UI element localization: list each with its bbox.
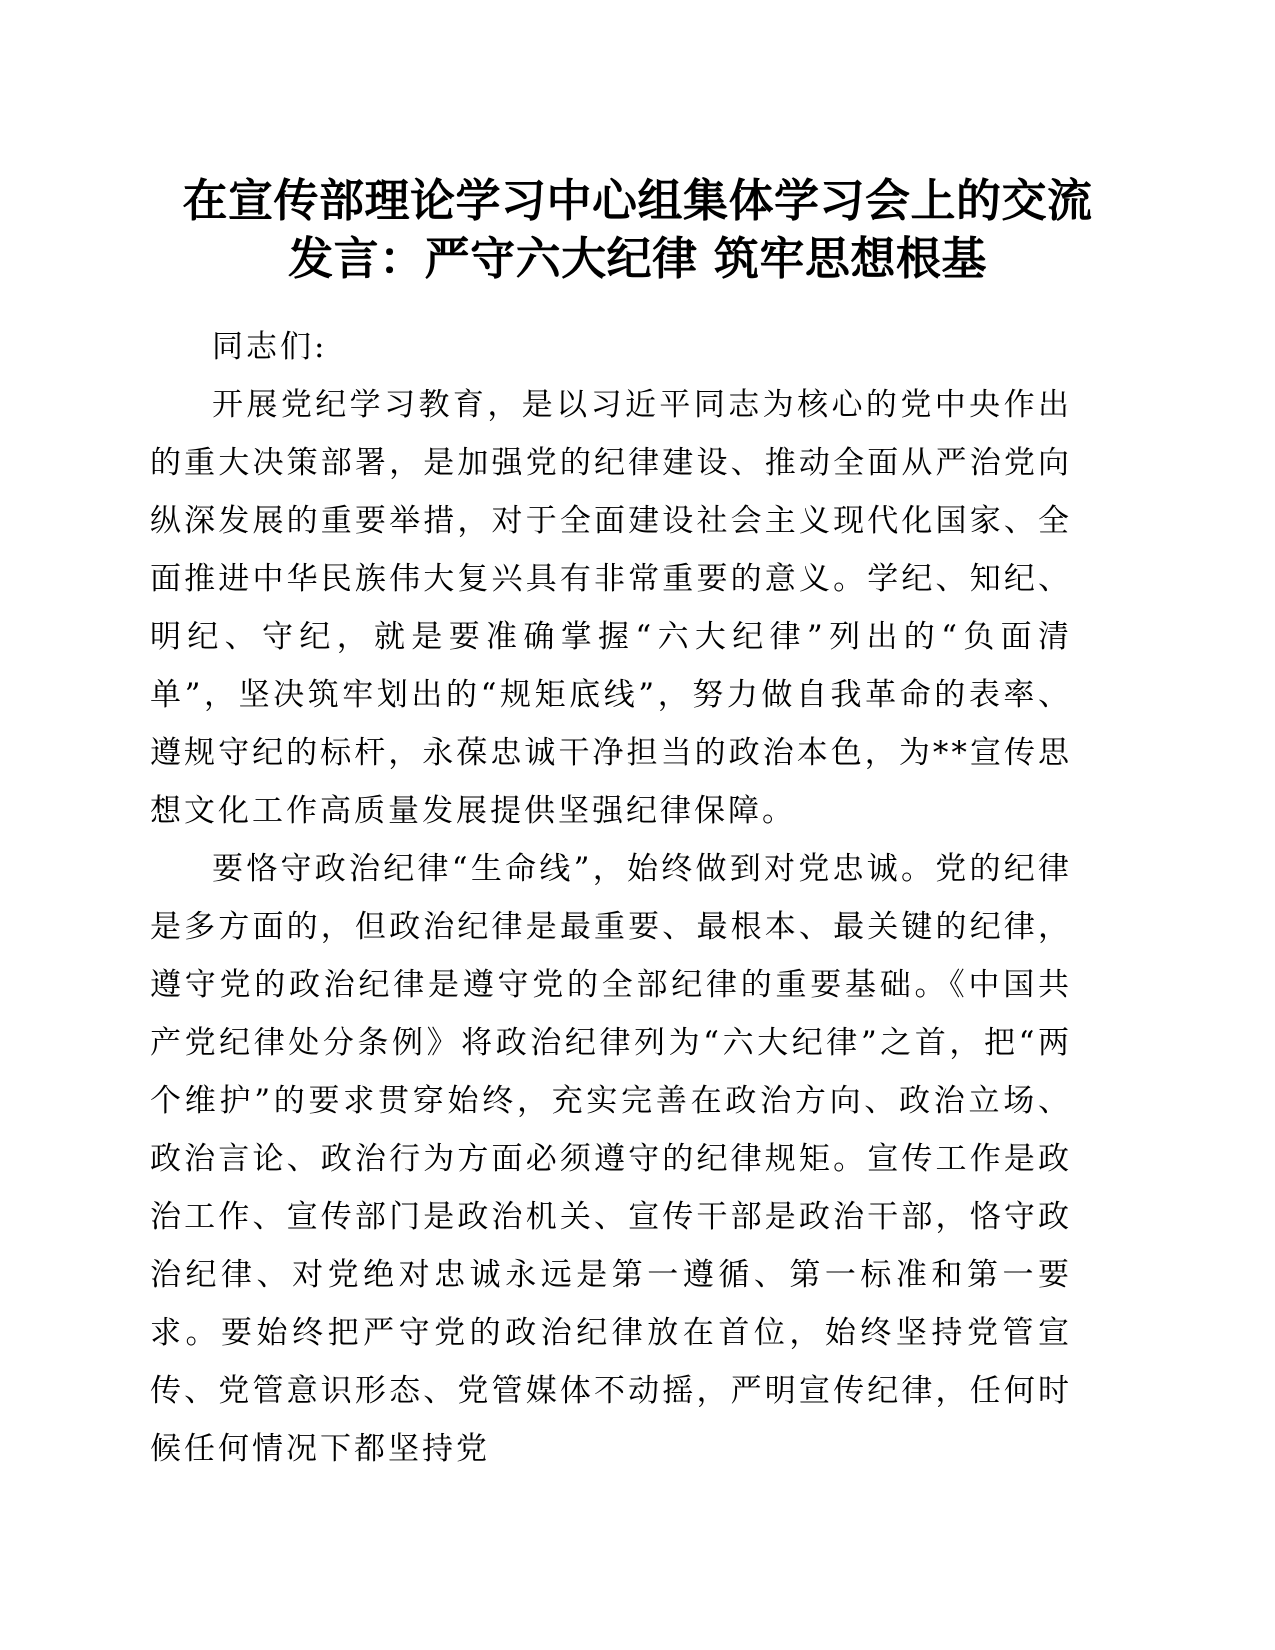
paragraph-1: 开展党纪学习教育，是以习近平同志为核心的党中央作出的重大决策部署，是加强党的纪律建设、推动全面从严治党向纵深发展的重要举措，对于全面建设社会主义现代化国家、全面推进中华民族伟大复兴具有非常重要的意义。学纪、知纪、明纪、守纪，就是要准确掌握“六大纪律”列出的“负面清单”，坚决筑牢划出的“规矩底线”，努力做自我革命的表率、遵规守纪的标杆，永葆忠诚干净担当的政治本色，为**宣传思想文化工作高质量发展提供坚强纪律保障。 <box>150 387 1072 829</box>
document-body <box>150 318 1072 1478</box>
paragraph-2: 要恪守政治纪律“生命线”，始终做到对党忠诚。党的纪律是多方面的，但政治纪律是最重要、最根本、最关键的纪律，遵守党的政治纪律是遵守党的全部纪律的重要基础。《中国共产党纪律处分条例》将政治纪律列为“六大纪律”之首，把“两个维护”的要求贯穿始终，充实完善在政治方向、政治立场、政治言论、政治行为方面必须遵守的纪律规矩。宣传工作是政治工作、宣传部门是政治机关、宣传干部是政治干部，恪守政治纪律、对党绝对忠诚永远是第一遵循、第一标准和第一要求。要始终把严守党的政治纪律放在首位，始终坚持党管宣传、党管意识形态、党管媒体不动摇，严明宣传纪律，任何时候任何情况下都坚持党 <box>150 851 1072 1467</box>
salutation: 同志们: <box>212 329 328 365</box>
document-title <box>150 172 1125 288</box>
title-line-2: 发言：严守六大纪律 筑牢思想根基 <box>288 232 987 285</box>
title-line-1: 在宣传部理论学习中心组集体学习会上的交流 <box>182 174 1093 227</box>
